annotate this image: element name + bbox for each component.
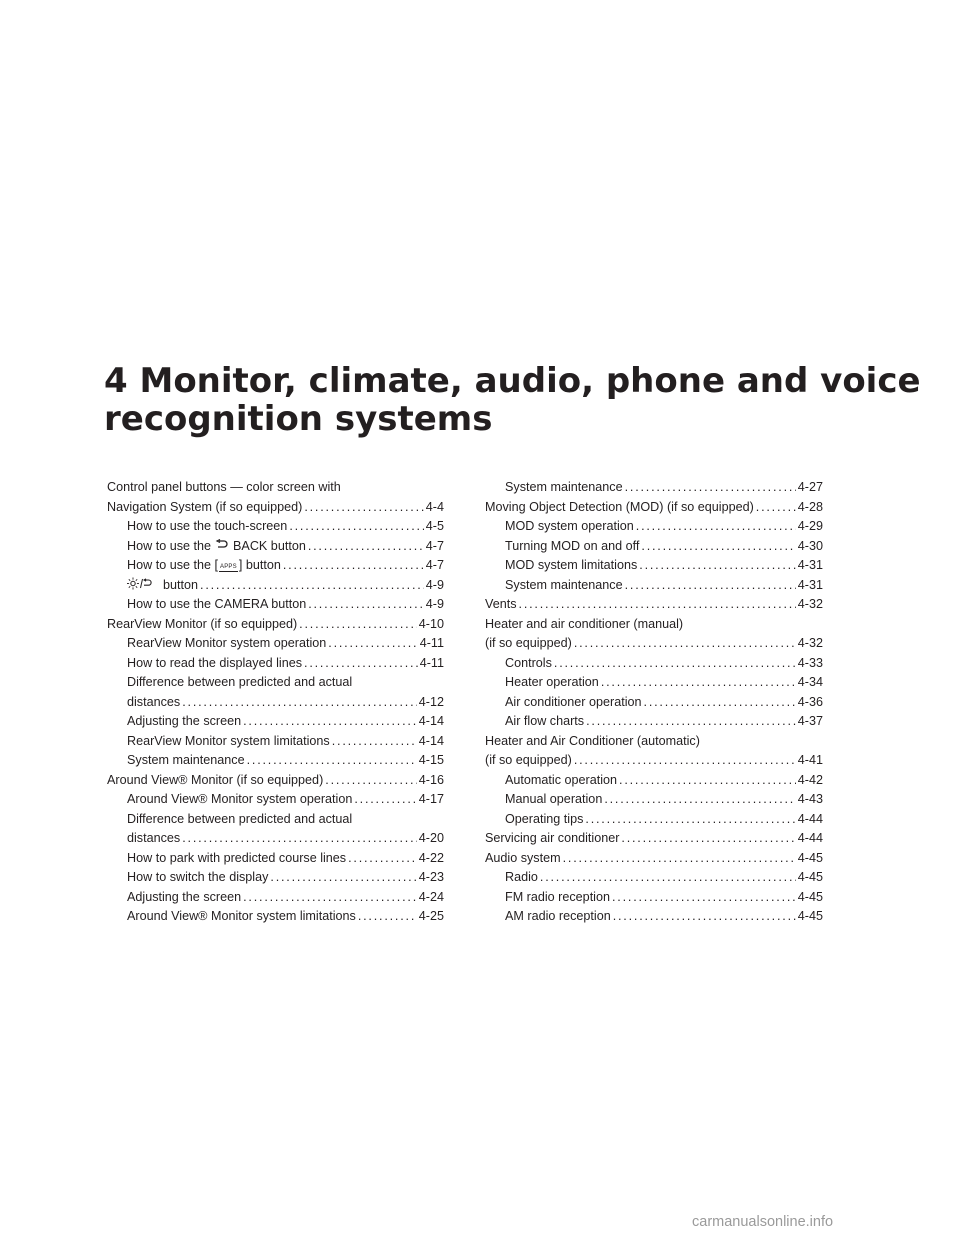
toc-page-number: 4-34: [797, 675, 823, 689]
toc-leader-dots: [200, 576, 424, 596]
toc-entry-label: (if so equipped): [485, 753, 572, 767]
toc-leader-dots: [270, 868, 416, 888]
toc-entry-label: Radio: [505, 870, 538, 884]
toc-entry[interactable]: [485, 907, 823, 927]
toc-page-number: 4-16: [418, 772, 444, 787]
toc-entry[interactable]: [485, 751, 823, 771]
toc-page-number: 4-7: [425, 538, 444, 553]
toc-entry-label: RearView Monitor (if so equipped): [107, 616, 298, 631]
toc-page-number: 4-29: [797, 519, 823, 533]
toc-leader-dots: [348, 849, 417, 869]
watermark: carmanualsonline.info: [692, 1214, 834, 1230]
chapter-title: [104, 361, 921, 439]
toc-entry-label: distances: [127, 831, 181, 845]
toc-leader-dots: [243, 712, 417, 732]
toc-page-number: 4-32: [797, 636, 823, 650]
toc-entry[interactable]: [107, 693, 444, 713]
toc-leader-dots: [182, 829, 417, 849]
toc-entry[interactable]: [107, 751, 444, 771]
toc-page-number: 4-44: [797, 811, 823, 826]
toc-entry[interactable]: [107, 537, 444, 557]
toc-entry[interactable]: [107, 478, 444, 498]
toc-leader-dots: [289, 517, 423, 537]
toc-entry[interactable]: [485, 868, 823, 888]
toc-entry[interactable]: [107, 829, 444, 849]
toc-leader-dots: [639, 556, 796, 576]
toc-leader-dots: [299, 615, 417, 635]
toc-leader-dots: [304, 654, 418, 674]
toc-entry[interactable]: [485, 849, 823, 869]
toc-entry-label: Heater operation: [505, 675, 599, 689]
toc-page-number: 4-14: [418, 733, 444, 748]
toc-entry-label: [127, 537, 306, 557]
toc-entry-label: distances: [127, 694, 181, 709]
toc-entry-label: Navigation System (if so equipped): [107, 499, 303, 514]
toc-entry[interactable]: [485, 673, 823, 693]
toc-page-number: 4-45: [797, 850, 823, 865]
toc-leader-dots: [554, 654, 796, 674]
toc-page-number: 4-17: [418, 792, 444, 806]
toc-entry-label-part: button: [163, 577, 199, 592]
toc-page-number: 4-44: [797, 831, 823, 845]
toc-entry-label: Around View® Monitor (if so equipped): [107, 772, 324, 787]
toc-page-number: 4-23: [418, 870, 444, 884]
apps-icon-text: APPS: [220, 564, 237, 570]
toc-page-number: 4-14: [418, 714, 444, 728]
toc-leader-dots: [621, 829, 795, 849]
toc-entry[interactable]: [107, 790, 444, 810]
toc-leader-dots: [641, 537, 795, 557]
toc-leader-dots: [182, 693, 417, 713]
toc-page-number: 4-31: [797, 558, 823, 572]
toc-entry-label: System maintenance: [505, 577, 623, 592]
toc-entry[interactable]: [107, 810, 444, 830]
toc-entry[interactable]: [485, 537, 823, 557]
toc-entry[interactable]: [485, 790, 823, 810]
toc-leader-dots: [585, 810, 795, 830]
chapter-title-line-2: recognition systems: [104, 399, 493, 439]
toc-page-number: 4-27: [797, 480, 823, 494]
toc-entry[interactable]: [107, 654, 444, 674]
toc-leader-dots: [304, 498, 423, 518]
toc-leader-dots: [625, 576, 796, 596]
toc-entry[interactable]: [485, 498, 823, 518]
toc-entry[interactable]: [107, 498, 444, 518]
toc-entry-label: RearView Monitor system operation: [127, 636, 327, 650]
brightness-back-icon: [127, 577, 153, 596]
toc-page-number: 4-45: [797, 909, 823, 923]
toc-leader-dots: [332, 732, 417, 752]
toc-leader-dots: [283, 556, 424, 576]
toc-entry-label: MOD system limitations: [505, 558, 638, 572]
toc-entry-label: Difference between predicted and actual: [127, 811, 353, 826]
toc-entry-label: Servicing air conditioner: [485, 831, 620, 845]
toc-entry-label: How to switch the display: [127, 870, 269, 884]
toc-entry-label: AM radio reception: [505, 909, 611, 923]
toc-entry-label: Audio system: [485, 850, 561, 865]
toc-entry[interactable]: [107, 634, 444, 654]
toc-leader-dots: [644, 693, 796, 713]
toc-entry-label: System maintenance: [127, 753, 245, 767]
toc-entry-label: Control panel buttons — color screen with: [107, 480, 341, 494]
toc-leader-dots: [540, 868, 796, 888]
toc-entry[interactable]: [485, 478, 823, 498]
toc-entry[interactable]: [485, 712, 823, 732]
toc-page-number: 4-41: [797, 753, 823, 767]
toc-leader-dots: [604, 790, 795, 810]
toc-entry-label: RearView Monitor system limitations: [127, 733, 330, 748]
toc-entry-label: (if so equipped): [485, 636, 572, 650]
toc-page-number: 4-7: [425, 558, 444, 572]
toc-entry-label: Turning MOD on and off: [505, 538, 640, 553]
toc-page-number: 4-42: [797, 772, 823, 787]
toc-entry-label: How to read the displayed lines: [127, 655, 303, 670]
toc-page-number: 4-36: [797, 694, 823, 709]
toc-entry-label: Difference between predicted and actual: [127, 675, 353, 689]
toc-leader-dots: [613, 907, 796, 927]
toc-entry-label: Air conditioner operation: [505, 694, 642, 709]
toc-entry[interactable]: [485, 556, 823, 576]
toc-entry[interactable]: [485, 888, 823, 908]
toc-entry[interactable]: [107, 615, 444, 635]
toc-page-number: 4-11: [419, 655, 444, 670]
toc-entry[interactable]: [107, 771, 444, 791]
toc-page-number: 4-43: [797, 792, 823, 806]
toc-leader-dots: [612, 888, 796, 908]
toc-page-number: 4-20: [418, 831, 444, 845]
toc-page-number: 4-9: [425, 597, 444, 611]
toc-entry[interactable]: [485, 810, 823, 830]
toc-entry[interactable]: [485, 576, 823, 596]
toc-entry-label: Heater and air conditioner (manual): [485, 616, 684, 631]
toc-entry-label: MOD system operation: [505, 519, 634, 533]
toc-entry-label: Around View® Monitor system operation: [127, 792, 353, 806]
toc-page-number: 4-4: [425, 499, 444, 514]
toc-entry-label: Vents: [485, 597, 517, 611]
toc-leader-dots: [756, 498, 796, 518]
toc-page-number: 4-45: [797, 889, 823, 904]
toc-page-number: 4-5: [425, 519, 444, 533]
toc-page-number: 4-37: [797, 714, 823, 728]
toc-entry[interactable]: [107, 595, 444, 615]
toc-entry[interactable]: [107, 868, 444, 888]
toc-entry[interactable]: [485, 771, 823, 791]
toc-page-number: 4-9: [425, 577, 444, 592]
toc-entry[interactable]: [107, 556, 444, 576]
toc-leader-dots: [563, 849, 796, 869]
toc-entry-label-part: How to use the [: [127, 558, 219, 572]
toc-entry[interactable]: [485, 732, 823, 752]
toc-entry-label: Heater and Air Conditioner (automatic): [485, 733, 700, 748]
toc-page-number: 4-30: [797, 538, 823, 553]
toc-leader-dots: [247, 751, 417, 771]
toc-page-number: 4-25: [418, 909, 444, 923]
toc-entry[interactable]: [107, 712, 444, 732]
toc-leader-dots: [601, 673, 796, 693]
chapter-title-line-1: 4 Monitor, climate, audio, phone and voice: [104, 361, 921, 401]
toc-entry-label: [127, 556, 281, 576]
toc-entry-label: [127, 576, 198, 596]
apps-icon: [219, 557, 238, 576]
toc-leader-dots: [308, 595, 424, 615]
toc-page-number: 4-33: [797, 655, 823, 670]
toc-entry-label-part: BACK button: [233, 538, 306, 553]
toc-entry-label: System maintenance: [505, 480, 623, 494]
toc-entry[interactable]: [485, 829, 823, 849]
toc-entry-label: FM radio reception: [505, 889, 610, 904]
toc-leader-dots: [574, 751, 796, 771]
toc-entry[interactable]: [107, 576, 444, 596]
toc-page-number: 4-15: [418, 753, 444, 767]
toc-left-column: [107, 478, 444, 927]
toc-leader-dots: [308, 537, 424, 557]
toc-entry[interactable]: [485, 693, 823, 713]
toc-entry-label: Adjusting the screen: [127, 714, 242, 728]
toc-page-number: 4-32: [797, 597, 823, 611]
toc-page-number: 4-11: [419, 636, 444, 650]
toc-entry[interactable]: [485, 595, 823, 615]
toc-entry-label: Moving Object Detection (MOD) (if so equipped): [485, 499, 754, 514]
toc-page-number: 4-45: [797, 870, 823, 884]
toc-page-number: 4-24: [418, 889, 444, 904]
toc-leader-dots: [328, 634, 417, 654]
toc-entry[interactable]: [485, 654, 823, 674]
toc-entry-label: Controls: [505, 655, 552, 670]
toc-page-number: 4-28: [797, 499, 823, 514]
toc-entry-label: Manual operation: [505, 792, 603, 806]
toc-entry[interactable]: [107, 517, 444, 537]
toc-entry-label: Around View® Monitor system limitations: [127, 909, 356, 923]
toc-entry-label: Automatic operation: [505, 772, 618, 787]
toc-entry-label: How to use the touch-screen: [127, 519, 288, 533]
toc-leader-dots: [636, 517, 796, 537]
back-arrow-icon: [215, 538, 229, 557]
toc-page-number: 4-12: [418, 694, 444, 709]
toc-leader-dots: [619, 771, 796, 791]
toc-entry[interactable]: [107, 673, 444, 693]
toc-entry-label-part: How to use the: [127, 538, 212, 553]
toc-leader-dots: [325, 771, 417, 791]
toc-leader-dots: [574, 634, 796, 654]
toc-right-column: [485, 478, 823, 927]
toc-leader-dots: [358, 907, 417, 927]
toc-leader-dots: [243, 888, 417, 908]
toc-entry[interactable]: [107, 849, 444, 869]
toc-entry-label: Operating tips: [505, 811, 584, 826]
toc-leader-dots: [625, 478, 796, 498]
toc-leader-dots: [519, 595, 796, 615]
toc-entry[interactable]: [107, 732, 444, 752]
toc-entry[interactable]: [485, 517, 823, 537]
toc-page-number: 4-31: [797, 577, 823, 592]
toc-leader-dots: [354, 790, 416, 810]
toc-entry[interactable]: [485, 615, 823, 635]
toc-page-number: 4-10: [418, 616, 444, 631]
toc-entry-label: Adjusting the screen: [127, 889, 242, 904]
toc-entry-label: Air flow charts: [505, 714, 585, 728]
toc-entry-label: How to park with predicted course lines: [127, 850, 347, 865]
toc-entry[interactable]: [107, 888, 444, 908]
toc-entry[interactable]: [485, 634, 823, 654]
toc-entry[interactable]: [107, 907, 444, 927]
toc-leader-dots: [586, 712, 796, 732]
toc-entry-label-part: ] button: [238, 558, 281, 572]
toc-page-number: 4-22: [418, 850, 444, 865]
toc-entry-label: How to use the CAMERA button: [127, 597, 307, 611]
